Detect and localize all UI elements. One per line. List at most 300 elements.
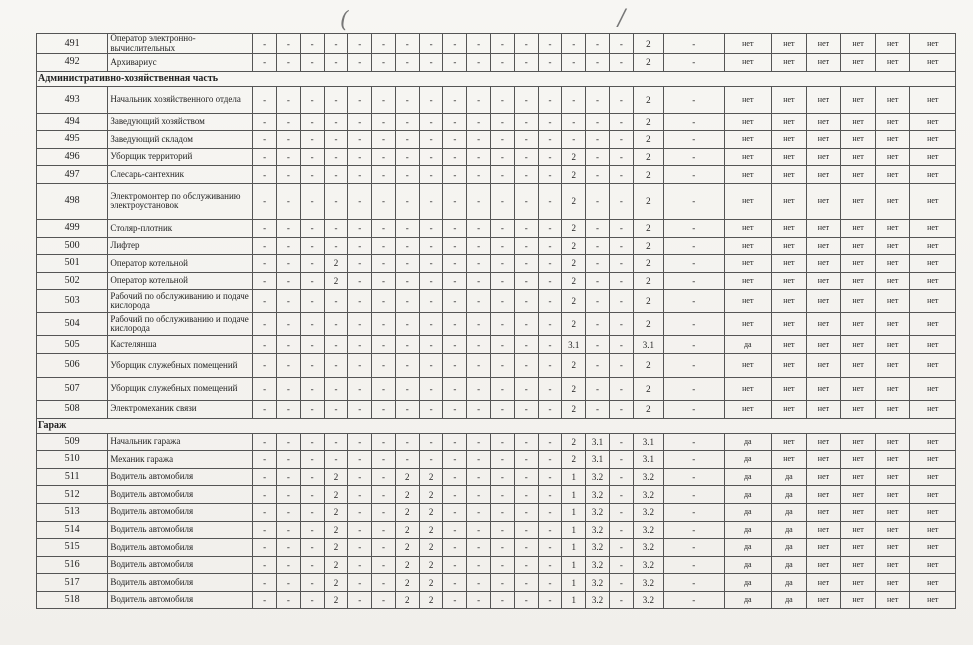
factor-cell: - — [467, 166, 491, 184]
factor-cell: - — [395, 113, 419, 131]
factor-cell: - — [491, 591, 515, 609]
factor-cell: - — [277, 539, 301, 557]
section-title: Административно-хозяйственная часть — [37, 71, 956, 86]
factor-cell: - — [491, 313, 515, 336]
factor-cell: - — [372, 591, 396, 609]
factor-cell: - — [300, 433, 324, 451]
yes-no-cell: да — [772, 539, 807, 557]
factor-cell: - — [395, 451, 419, 469]
factor-cell: - — [609, 521, 633, 539]
factor-cell: - — [586, 377, 610, 400]
factor-cell: - — [300, 313, 324, 336]
factor-cell: - — [300, 166, 324, 184]
yes-no-cell: нет — [910, 54, 956, 72]
factor-cell: - — [663, 272, 724, 290]
factor-cell: - — [443, 272, 467, 290]
table-row — [37, 54, 956, 72]
factor-cell: - — [538, 336, 562, 354]
factor-cell: - — [300, 131, 324, 149]
yes-no-cell: нет — [772, 377, 807, 400]
table-row — [37, 255, 956, 273]
yes-no-cell: нет — [875, 255, 910, 273]
factor-cell: - — [491, 255, 515, 273]
factor-cell: - — [372, 486, 396, 504]
yes-no-cell: нет — [772, 54, 807, 72]
yes-no-cell: нет — [910, 591, 956, 609]
factor-cell: - — [348, 521, 372, 539]
row-number: 498 — [37, 183, 108, 219]
position-name: Столяр-плотник — [108, 219, 253, 237]
yes-no-cell: нет — [772, 219, 807, 237]
factor-cell: 2 — [562, 313, 586, 336]
yes-no-cell: нет — [806, 113, 841, 131]
yes-no-cell: нет — [875, 54, 910, 72]
factor-cell: - — [324, 54, 348, 72]
factor-cell: 2 — [324, 486, 348, 504]
factor-cell: - — [372, 353, 396, 377]
factor-cell: - — [467, 255, 491, 273]
factor-cell: - — [538, 219, 562, 237]
yes-no-cell: нет — [875, 377, 910, 400]
factor-cell: 3.2 — [586, 539, 610, 557]
factor-cell: - — [663, 54, 724, 72]
yes-no-cell: нет — [806, 54, 841, 72]
factor-cell: - — [348, 377, 372, 400]
yes-no-cell: нет — [910, 486, 956, 504]
factor-cell: - — [663, 290, 724, 313]
factor-cell: - — [277, 86, 301, 113]
factor-cell: - — [277, 400, 301, 418]
factor-cell: - — [395, 166, 419, 184]
factor-cell: - — [467, 54, 491, 72]
factor-cell: 2 — [419, 591, 443, 609]
factor-cell: - — [395, 131, 419, 149]
factor-cell: - — [491, 336, 515, 354]
factor-cell: - — [443, 219, 467, 237]
yes-no-cell: нет — [875, 219, 910, 237]
yes-no-cell: нет — [772, 34, 807, 54]
yes-no-cell: нет — [875, 503, 910, 521]
factor-cell: - — [277, 290, 301, 313]
factor-cell: - — [253, 468, 277, 486]
factor-cell: - — [372, 54, 396, 72]
yes-no-cell: нет — [910, 521, 956, 539]
yes-no-cell: нет — [806, 34, 841, 54]
factor-cell: - — [467, 336, 491, 354]
factor-cell: - — [586, 166, 610, 184]
factor-cell: - — [586, 113, 610, 131]
factor-cell: - — [419, 451, 443, 469]
yes-no-cell: да — [724, 433, 772, 451]
factor-cell: - — [514, 86, 538, 113]
factor-cell: - — [443, 521, 467, 539]
factor-cell: - — [609, 54, 633, 72]
factor-cell: - — [277, 34, 301, 54]
yes-no-cell: нет — [806, 255, 841, 273]
position-name: Уборщик служебных помещений — [108, 377, 253, 400]
factor-cell: - — [491, 400, 515, 418]
factor-cell: - — [277, 353, 301, 377]
factor-cell: - — [300, 290, 324, 313]
factor-cell: - — [663, 539, 724, 557]
factor-cell: - — [491, 556, 515, 574]
position-name: Рабочий по обслуживанию и подаче кислорода — [108, 313, 253, 336]
factor-cell: - — [372, 521, 396, 539]
factor-cell: 2 — [324, 539, 348, 557]
factor-cell: 1 — [562, 539, 586, 557]
yes-no-cell: нет — [841, 54, 876, 72]
factor-cell: - — [467, 219, 491, 237]
yes-no-cell: нет — [806, 86, 841, 113]
factor-cell: - — [491, 468, 515, 486]
factor-cell: - — [491, 113, 515, 131]
factor-cell: - — [324, 400, 348, 418]
factor-cell: - — [663, 377, 724, 400]
factor-cell: - — [419, 183, 443, 219]
factor-cell: - — [300, 113, 324, 131]
factor-cell: - — [586, 148, 610, 166]
factor-cell: - — [514, 237, 538, 255]
yes-no-cell: нет — [724, 183, 772, 219]
factor-cell: - — [609, 468, 633, 486]
factor-cell: - — [514, 336, 538, 354]
factor-cell: - — [514, 468, 538, 486]
factor-cell: - — [491, 34, 515, 54]
factor-cell: 1 — [562, 503, 586, 521]
factor-cell: - — [395, 272, 419, 290]
yes-no-cell: нет — [806, 556, 841, 574]
factor-cell: - — [395, 377, 419, 400]
factor-cell: - — [372, 86, 396, 113]
factor-cell: - — [609, 486, 633, 504]
factor-cell: 2 — [633, 183, 663, 219]
yes-no-cell: нет — [875, 290, 910, 313]
factor-cell: 1 — [562, 521, 586, 539]
position-name: Электромонтер по обслуживанию электроустановок — [108, 183, 253, 219]
yes-no-cell: нет — [910, 219, 956, 237]
factor-cell: 2 — [562, 237, 586, 255]
factor-cell: - — [277, 468, 301, 486]
yes-no-cell: нет — [875, 336, 910, 354]
factor-cell: - — [277, 503, 301, 521]
row-number: 503 — [37, 290, 108, 313]
yes-no-cell: нет — [910, 433, 956, 451]
factor-cell: - — [467, 113, 491, 131]
factor-cell: 2 — [395, 486, 419, 504]
yes-no-cell: нет — [841, 166, 876, 184]
factor-cell: - — [467, 591, 491, 609]
yes-no-cell: нет — [841, 377, 876, 400]
factor-cell: - — [467, 486, 491, 504]
factor-cell: - — [443, 34, 467, 54]
factor-cell: - — [253, 183, 277, 219]
factor-cell: - — [663, 433, 724, 451]
factor-cell: - — [395, 336, 419, 354]
factor-cell: 2 — [633, 400, 663, 418]
yes-no-cell: нет — [910, 451, 956, 469]
factor-cell: - — [663, 237, 724, 255]
factor-cell: - — [586, 290, 610, 313]
factor-cell: - — [609, 574, 633, 592]
table-row — [37, 521, 956, 539]
position-name: Начальник хозяйственного отдела — [108, 86, 253, 113]
yes-no-cell: нет — [910, 377, 956, 400]
factor-cell: - — [253, 556, 277, 574]
factor-cell: - — [300, 86, 324, 113]
factor-cell: - — [324, 148, 348, 166]
table-row — [37, 353, 956, 377]
factor-cell: - — [348, 400, 372, 418]
factor-cell: - — [372, 166, 396, 184]
yes-no-cell: нет — [841, 290, 876, 313]
factor-cell: - — [538, 503, 562, 521]
factor-cell: - — [586, 255, 610, 273]
factor-cell: - — [663, 400, 724, 418]
factor-cell: - — [324, 290, 348, 313]
factor-cell: - — [609, 503, 633, 521]
factor-cell: - — [514, 219, 538, 237]
factor-cell: 2 — [562, 255, 586, 273]
factor-cell: - — [586, 400, 610, 418]
factor-cell: - — [562, 34, 586, 54]
factor-cell: 2 — [633, 34, 663, 54]
factor-cell: - — [253, 521, 277, 539]
factor-cell: 1 — [562, 556, 586, 574]
factor-cell: - — [253, 34, 277, 54]
yes-no-cell: нет — [841, 486, 876, 504]
factor-cell: - — [443, 290, 467, 313]
factor-cell: 2 — [562, 290, 586, 313]
factor-cell: - — [372, 556, 396, 574]
yes-no-cell: нет — [875, 113, 910, 131]
yes-no-cell: нет — [724, 219, 772, 237]
factor-cell: - — [467, 353, 491, 377]
yes-no-cell: нет — [910, 255, 956, 273]
factor-cell: - — [300, 148, 324, 166]
yes-no-cell: нет — [806, 451, 841, 469]
yes-no-cell: нет — [806, 131, 841, 149]
factor-cell: - — [277, 219, 301, 237]
factor-cell: - — [467, 272, 491, 290]
yes-no-cell: нет — [724, 377, 772, 400]
factor-cell: - — [514, 377, 538, 400]
factor-cell: - — [324, 237, 348, 255]
yes-no-cell: да — [772, 521, 807, 539]
factor-cell: - — [372, 255, 396, 273]
factor-cell: - — [253, 377, 277, 400]
table-row — [37, 503, 956, 521]
yes-no-cell: да — [724, 591, 772, 609]
factor-cell: - — [372, 336, 396, 354]
row-number: 493 — [37, 86, 108, 113]
factor-cell: - — [253, 272, 277, 290]
yes-no-cell: нет — [841, 183, 876, 219]
yes-no-cell: нет — [841, 113, 876, 131]
yes-no-cell: нет — [772, 183, 807, 219]
row-number: 495 — [37, 131, 108, 149]
factor-cell: - — [395, 237, 419, 255]
table-row — [37, 556, 956, 574]
factor-cell: 2 — [633, 290, 663, 313]
factor-cell: - — [443, 148, 467, 166]
row-number: 492 — [37, 54, 108, 72]
factor-cell: 2 — [633, 377, 663, 400]
factor-cell: - — [514, 574, 538, 592]
factor-cell: - — [609, 400, 633, 418]
yes-no-cell: нет — [724, 131, 772, 149]
yes-no-cell: да — [724, 503, 772, 521]
factor-cell: - — [491, 54, 515, 72]
factor-cell: - — [609, 377, 633, 400]
factor-cell: - — [253, 451, 277, 469]
factor-cell: - — [609, 353, 633, 377]
yes-no-cell: нет — [724, 237, 772, 255]
yes-no-cell: нет — [910, 468, 956, 486]
factor-cell: - — [348, 34, 372, 54]
factor-cell: 2 — [633, 272, 663, 290]
position-name: Водитель автомобиля — [108, 574, 253, 592]
yes-no-cell: нет — [806, 237, 841, 255]
factor-cell: - — [277, 574, 301, 592]
yes-no-cell: нет — [910, 290, 956, 313]
factor-cell: - — [491, 353, 515, 377]
factor-cell: - — [538, 539, 562, 557]
factor-cell: 2 — [419, 468, 443, 486]
factor-cell: - — [419, 34, 443, 54]
factor-cell: - — [300, 468, 324, 486]
yes-no-cell: нет — [772, 86, 807, 113]
factor-cell: 1 — [562, 591, 586, 609]
position-name: Кастелянша — [108, 336, 253, 354]
factor-cell: 2 — [562, 433, 586, 451]
factor-cell: 2 — [633, 237, 663, 255]
factor-cell: 1 — [562, 486, 586, 504]
factor-cell: - — [491, 503, 515, 521]
factor-cell: - — [324, 433, 348, 451]
table-row — [37, 166, 956, 184]
factor-cell: 2 — [324, 556, 348, 574]
factor-cell: - — [467, 183, 491, 219]
factor-cell: - — [491, 86, 515, 113]
factor-cell: - — [253, 433, 277, 451]
factor-cell: - — [586, 313, 610, 336]
section-row — [37, 71, 956, 86]
position-name: Водитель автомобиля — [108, 591, 253, 609]
yes-no-cell: нет — [806, 219, 841, 237]
factor-cell: - — [514, 400, 538, 418]
position-name: Оператор котельной — [108, 272, 253, 290]
yes-no-cell: нет — [806, 272, 841, 290]
factor-cell: 2 — [562, 148, 586, 166]
factor-cell: - — [277, 255, 301, 273]
yes-no-cell: нет — [724, 113, 772, 131]
yes-no-cell: нет — [806, 468, 841, 486]
factor-cell: - — [663, 219, 724, 237]
factor-cell: - — [514, 255, 538, 273]
factor-cell: 3.2 — [633, 486, 663, 504]
factor-cell: 2 — [562, 219, 586, 237]
factor-cell: - — [324, 86, 348, 113]
factor-cell: - — [609, 451, 633, 469]
factor-cell: - — [419, 290, 443, 313]
yes-no-cell: нет — [875, 400, 910, 418]
factor-cell: - — [609, 183, 633, 219]
yes-no-cell: да — [772, 591, 807, 609]
table-row — [37, 400, 956, 418]
factor-cell: 2 — [633, 113, 663, 131]
factor-cell: - — [467, 556, 491, 574]
factor-cell: - — [467, 377, 491, 400]
factor-cell: - — [300, 400, 324, 418]
factor-cell: - — [538, 521, 562, 539]
factor-cell: - — [609, 336, 633, 354]
factor-cell: - — [419, 377, 443, 400]
position-name: Водитель автомобиля — [108, 503, 253, 521]
factor-cell: 2 — [633, 54, 663, 72]
yes-no-cell: нет — [772, 336, 807, 354]
yes-no-cell: нет — [910, 556, 956, 574]
factor-cell: 2 — [419, 574, 443, 592]
factor-cell: - — [663, 255, 724, 273]
factor-cell: - — [538, 313, 562, 336]
row-number: 518 — [37, 591, 108, 609]
factor-cell: - — [514, 34, 538, 54]
factor-cell: 2 — [633, 219, 663, 237]
factor-cell: - — [443, 486, 467, 504]
factor-cell: - — [443, 113, 467, 131]
yes-no-cell: нет — [806, 521, 841, 539]
factor-cell: - — [253, 486, 277, 504]
factor-cell: - — [663, 503, 724, 521]
factor-cell: 1 — [562, 468, 586, 486]
factor-cell: - — [443, 556, 467, 574]
factor-cell: - — [663, 556, 724, 574]
yes-no-cell: нет — [772, 148, 807, 166]
factor-cell: - — [443, 591, 467, 609]
yes-no-cell: нет — [841, 148, 876, 166]
factor-cell: - — [395, 34, 419, 54]
factor-cell: - — [419, 336, 443, 354]
yes-no-cell: нет — [772, 131, 807, 149]
factor-cell: - — [348, 183, 372, 219]
yes-no-cell: да — [772, 556, 807, 574]
factor-cell: - — [395, 148, 419, 166]
factor-cell: - — [419, 148, 443, 166]
row-number: 516 — [37, 556, 108, 574]
factor-cell: - — [514, 54, 538, 72]
factor-cell: - — [443, 255, 467, 273]
factor-cell: - — [609, 591, 633, 609]
factor-cell: 3.2 — [586, 556, 610, 574]
factor-cell: - — [395, 353, 419, 377]
yes-no-cell: да — [724, 521, 772, 539]
position-name: Электромеханик связи — [108, 400, 253, 418]
factor-cell: - — [419, 400, 443, 418]
factor-cell: - — [467, 34, 491, 54]
factor-cell: 3.1 — [633, 451, 663, 469]
factor-cell: 3.2 — [586, 503, 610, 521]
factor-cell: 2 — [395, 539, 419, 557]
table-row — [37, 336, 956, 354]
yes-no-cell: нет — [910, 237, 956, 255]
factor-cell: - — [491, 377, 515, 400]
factor-cell: - — [586, 237, 610, 255]
factor-cell: - — [514, 591, 538, 609]
yes-no-cell: нет — [875, 521, 910, 539]
factor-cell: - — [372, 451, 396, 469]
position-name: Уборщик служебных помещений — [108, 353, 253, 377]
yes-no-cell: нет — [875, 131, 910, 149]
